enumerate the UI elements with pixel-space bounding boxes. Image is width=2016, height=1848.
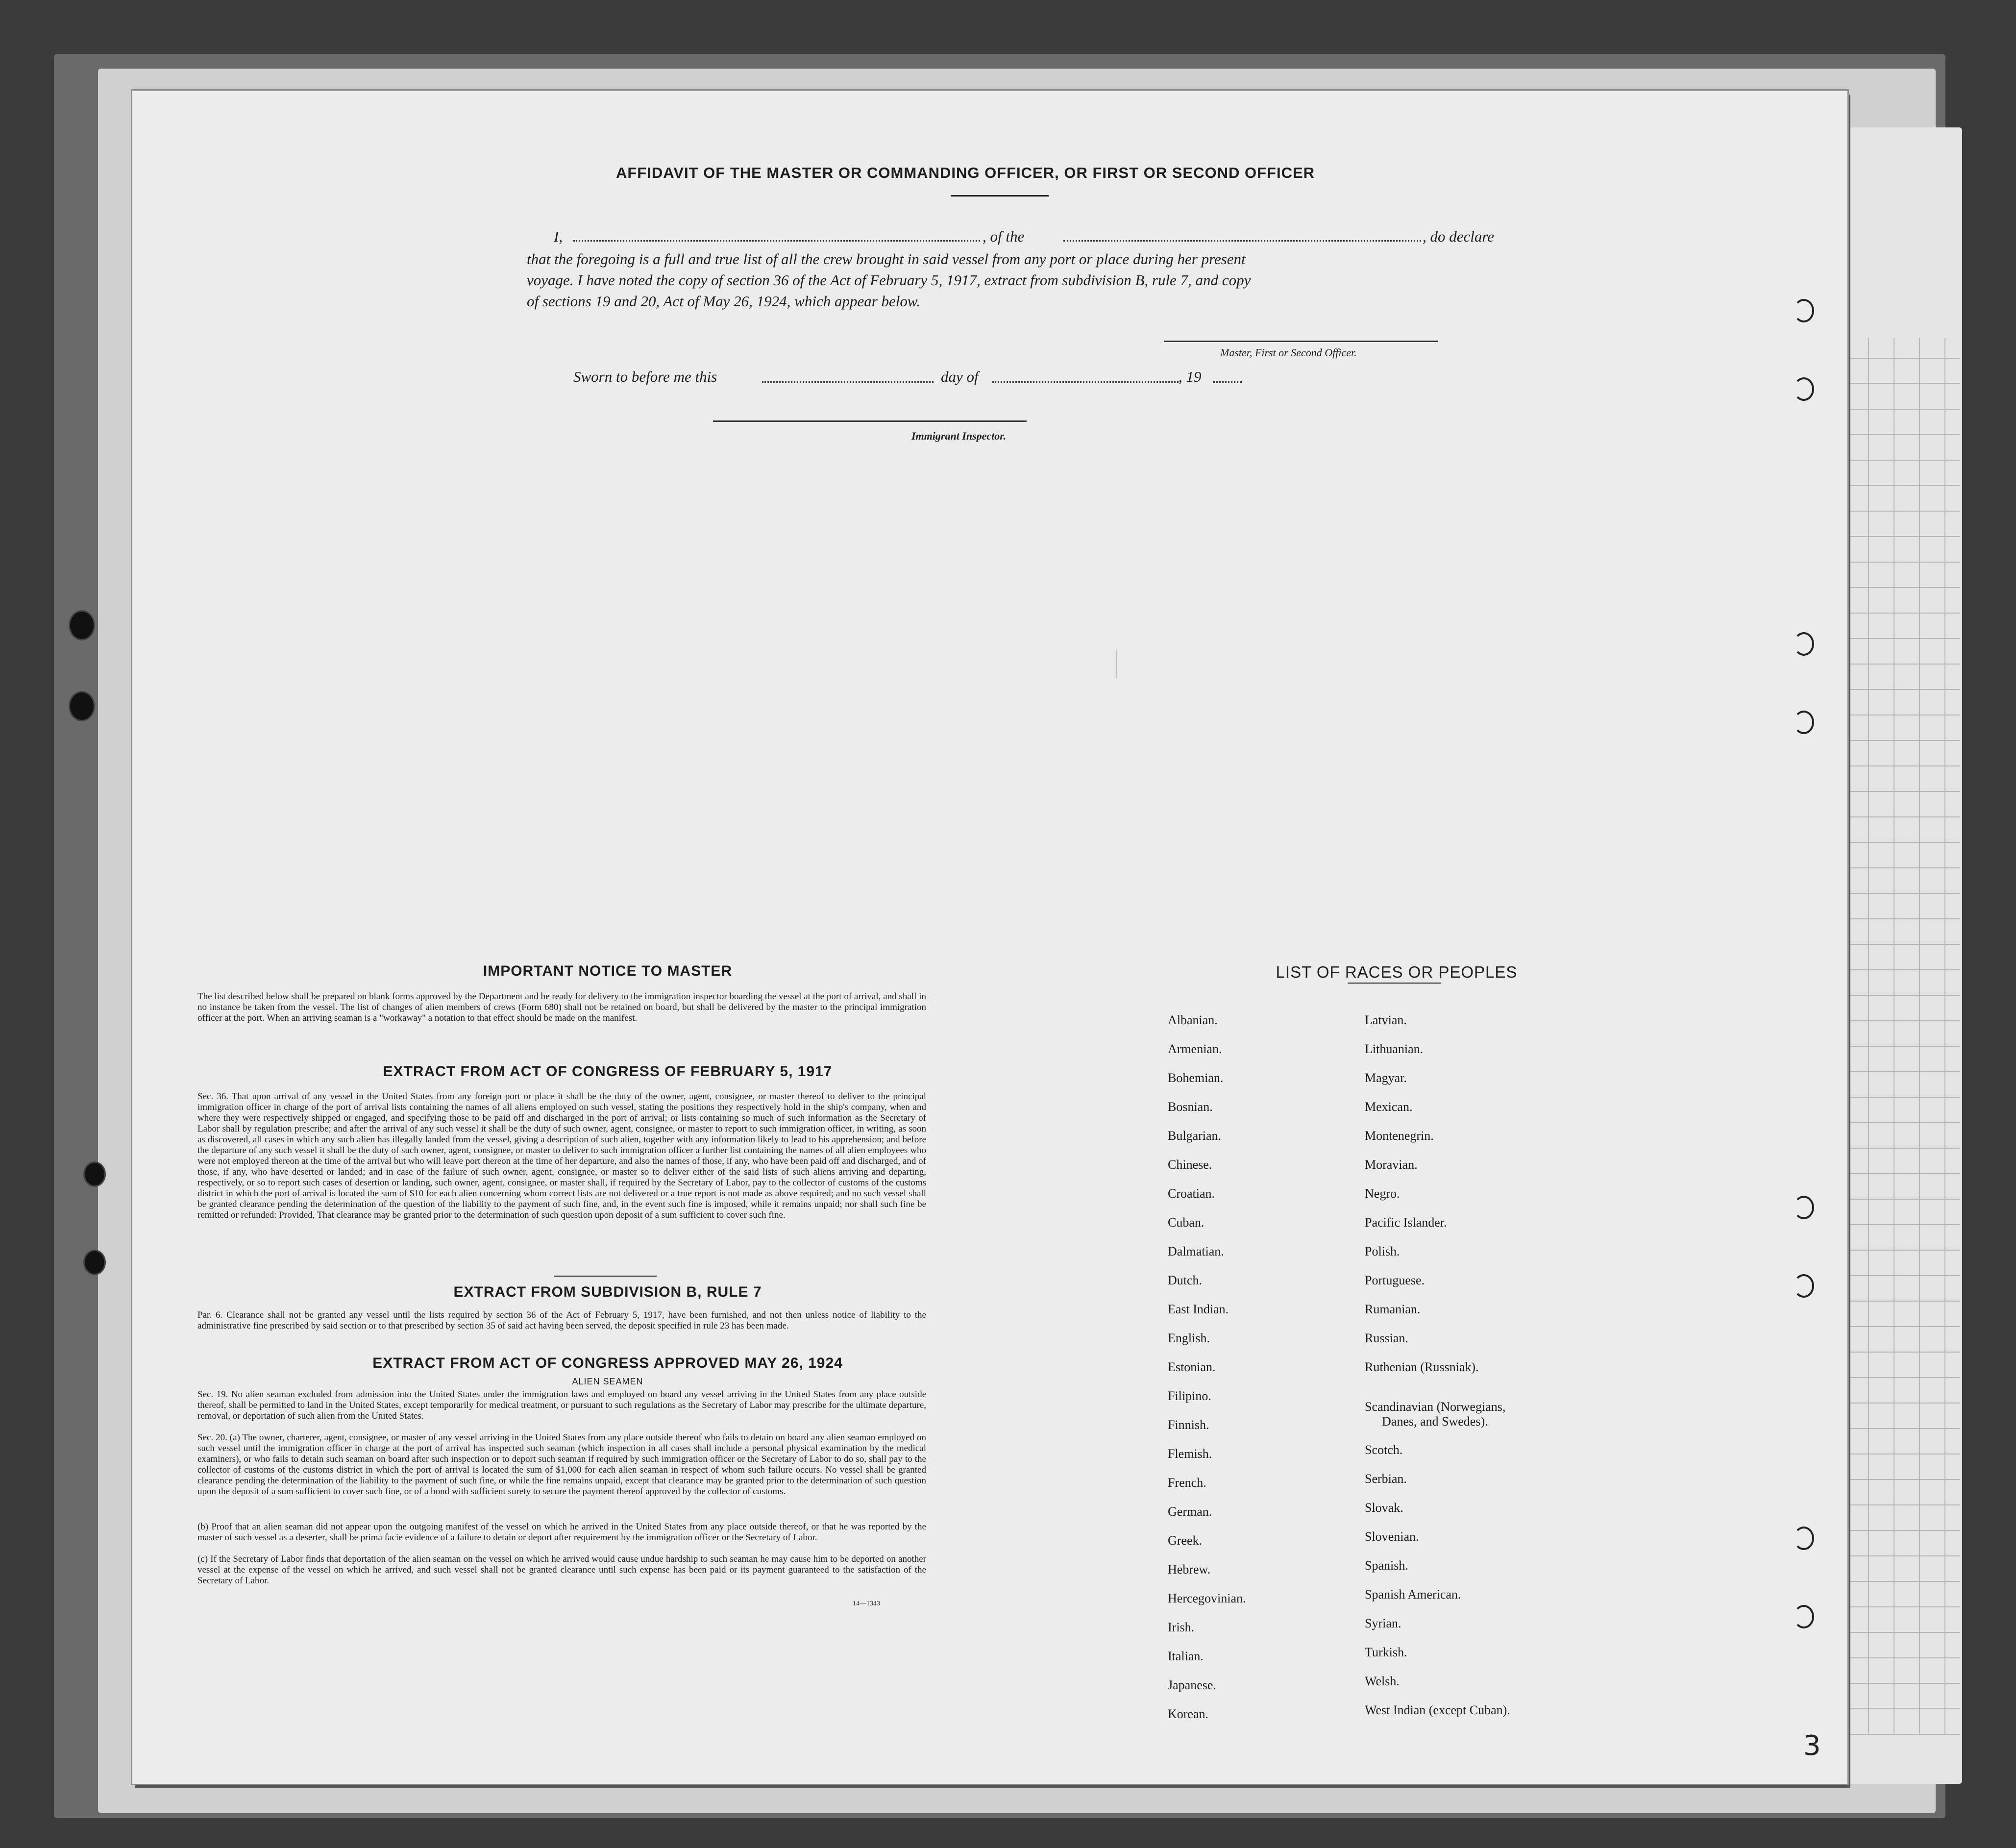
- inspector-caption: Immigrant Inspector.: [911, 430, 1007, 442]
- sworn-day-blank[interactable]: [762, 381, 934, 383]
- race-item: Slovak.: [1365, 1501, 1403, 1515]
- binder-hole: [83, 1250, 106, 1275]
- race-item: Portuguese.: [1365, 1273, 1425, 1287]
- year-label: , 19: [1179, 368, 1202, 385]
- race-item: Pacific Islander.: [1365, 1215, 1447, 1230]
- race-item: Bulgarian.: [1168, 1129, 1222, 1143]
- vessel-blank[interactable]: [1063, 240, 1421, 242]
- race-item: German.: [1168, 1504, 1212, 1519]
- center-fold: [1116, 649, 1117, 679]
- extract3-sec20c: (c) If the Secretary of Labor finds that deportation of the alien seaman on the vessel on which he arrived would cause undue hardship to such seaman he may cause him to be deported on another vessel at the expense of the vessel on which he arrived, and such vessel shall not be granted clearance until such expense has been paid or its payment guaranteed to the satisfaction of the Secretary of Labor.: [197, 1554, 926, 1586]
- race-item: Lithuanian.: [1365, 1042, 1424, 1056]
- race-item: Ruthenian (Russniak).: [1365, 1360, 1479, 1374]
- race-item: Magyar.: [1365, 1071, 1407, 1085]
- race-item: Russian.: [1365, 1331, 1408, 1345]
- affidavit-line2: that the foregoing is a full and true list of all the crew brought in said vessel from any port or place during her present: [527, 250, 1246, 268]
- extract3-title: EXTRACT FROM ACT OF CONGRESS APPROVED MAY 26, 1924: [372, 1355, 843, 1371]
- punch-mark: [1794, 1196, 1814, 1219]
- race-item: Spanish American.: [1365, 1587, 1461, 1602]
- notice-title: IMPORTANT NOTICE TO MASTER: [483, 963, 733, 979]
- race-item: Dutch.: [1168, 1273, 1203, 1287]
- day-of-label: day of: [941, 368, 979, 385]
- race-item: Armenian.: [1168, 1042, 1222, 1056]
- race-item: Welsh.: [1365, 1674, 1400, 1688]
- sworn-month-blank[interactable]: [992, 381, 1179, 383]
- affidavit-i: I,: [554, 228, 563, 245]
- punch-mark: [1794, 299, 1814, 322]
- binder-hole: [69, 691, 95, 721]
- punch-mark: [1794, 1605, 1814, 1628]
- race-item: Spanish.: [1365, 1558, 1408, 1573]
- race-item: Serbian.: [1365, 1472, 1407, 1486]
- race-item: Rumanian.: [1365, 1302, 1421, 1316]
- extract2-title: EXTRACT FROM SUBDIVISION B, RULE 7: [453, 1284, 762, 1300]
- race-item: Estonian.: [1168, 1360, 1216, 1374]
- master-caption: Master, First or Second Officer.: [1220, 346, 1357, 359]
- affidavit-of-the: , of the: [983, 228, 1025, 245]
- binder-hole: [83, 1161, 106, 1187]
- race-item: Slovenian.: [1365, 1529, 1419, 1544]
- punch-mark: [1794, 1527, 1814, 1550]
- punch-mark: [1794, 632, 1814, 656]
- divider: [554, 1276, 657, 1277]
- manifest-page: [132, 91, 1847, 1784]
- ledger-grid: [1843, 338, 1960, 1735]
- title-rule: [951, 195, 1049, 197]
- inspector-signature-line[interactable]: [713, 420, 1027, 422]
- affidavit-line4: of sections 19 and 20, Act of May 26, 1924, which appear below.: [527, 293, 921, 310]
- sworn-year-blank[interactable]: [1213, 381, 1242, 383]
- race-item: Croatian.: [1168, 1186, 1215, 1201]
- race-item: Korean.: [1168, 1707, 1209, 1721]
- race-item: Polish.: [1365, 1244, 1400, 1258]
- extract3-sec19: Sec. 19. No alien seaman excluded from admission into the United States under the immigration laws and employed on board any vessel arriving in the United States from any place outside thereof, shall be permitted to land in the United States, except temporarily for medical treatment, or pursuant to such regulations as the Secretary of Labor may prescribe for the ultimate departure, removal, or deportation of such alien from the United States.: [197, 1389, 926, 1421]
- race-item: Albanian.: [1168, 1013, 1218, 1027]
- races-title-rule: [1348, 983, 1441, 984]
- race-item: Japanese.: [1168, 1678, 1216, 1692]
- race-item: Bohemian.: [1168, 1071, 1224, 1085]
- race-item: Scotch.: [1365, 1443, 1403, 1457]
- notice-body: The list described below shall be prepared on blank forms approved by the Department and be ready for delivery to the immigration inspector boarding the vessel at the port of arrival, and shall in no instance be taken from the vessel. The list of changes of alien members of crews (Form 680) shall not be retained on board, but shall be delivered by the master to the principal immigration officer at the port. When an arriving seaman is a "workaway" a notation to that effect should be made on the manifest.: [197, 991, 926, 1023]
- race-item: West Indian (except Cuban).: [1365, 1703, 1510, 1717]
- race-item: English.: [1168, 1331, 1210, 1345]
- extract2-body: Par. 6. Clearance shall not be granted any vessel until the lists required by section 36 of the Act of February 5, 1917, have been furnished, and not then unless notice of liability to the administrative fine prescribed by said section or to that prescribed by section 35 of said act having been served, the deposit specified in rule 23 has been made.: [197, 1310, 926, 1331]
- race-item: Bosnian.: [1168, 1100, 1213, 1114]
- race-item: Latvian.: [1365, 1013, 1407, 1027]
- race-item: Finnish.: [1168, 1418, 1209, 1432]
- name-blank[interactable]: [573, 240, 980, 242]
- race-item: Dalmatian.: [1168, 1244, 1224, 1258]
- extract1-body: Sec. 36. That upon arrival of any vessel in the United States from any foreign port or place it shall be the duty of the owner, agent, consignee, or master thereof to deliver to the principal immigration officer in charge of the port of arrival lists containing the names of all aliens employed on such vessel, stating the positions they respectively hold in the ship's company, when and where they were respectively shipped or engaged, and specifying those to be paid off and discharged in the port of arrival; or lists containing so much of such information as the Secretary of Labor shall by regulation prescribe; and after the arrival of any such vessel it shall be the duty of such owner, agent, consignee, or master to report to such immigration officer, in writing, as soon as discovered, all cases in which any such alien has illegally landed from the vessel, giving a description of such alien, together with any information likely to lead to his apprehension; and before the departure of any such vessel it shall be the duty of such owner, agent, consignee, or master to deliver to such immigration officer a further list containing the names of all alien employees who were not employed thereon at the time of the arrival but who will leave port thereon at the time of her departure, and also the names of those, if any, who have been paid off and discharged, and of those, if any, who have deserted or landed; and in case of the failure of such owner, agent, consignee, or master so to deliver either of the said lists of such aliens arriving and departing, respectively, or so to report such cases of desertion or landing, such owner, agent, consignee, or master shall, if required by the Secretary of Labor, pay to the collector of customs of the customs district in which the port of arrival is located the sum of $10 for each alien concerning whom correct lists are not delivered or a true report is not made as above required; and no such vessel shall be granted clearance pending the determination of the question of the liability to the payment of such fine, and, in the event such fine is imposed, while it remains unpaid; nor shall such fine be remitted or refunded: Provided, That clearance may be granted prior to the determination of such question upon deposit of a sum sufficient to cover such fine.: [197, 1091, 926, 1220]
- extract1-title: EXTRACT FROM ACT OF CONGRESS OF FEBRUARY 5, 1917: [383, 1063, 833, 1080]
- race-item: Syrian.: [1365, 1616, 1401, 1630]
- extract3-subtitle: ALIEN SEAMEN: [572, 1377, 643, 1386]
- race-item: Italian.: [1168, 1649, 1204, 1663]
- race-item: Negro.: [1365, 1186, 1400, 1201]
- race-item: Flemish.: [1168, 1447, 1212, 1461]
- race-item: East Indian.: [1168, 1302, 1229, 1316]
- handwritten-page-number: 3: [1803, 1730, 1821, 1762]
- binder-hole: [69, 610, 95, 641]
- race-item: Montenegrin.: [1365, 1129, 1434, 1143]
- form-number: 14—1343: [853, 1600, 880, 1607]
- race-item: Moravian.: [1365, 1158, 1418, 1172]
- race-item: Turkish.: [1365, 1645, 1407, 1659]
- race-item: Hercegovinian.: [1168, 1591, 1246, 1605]
- punch-mark: [1794, 711, 1814, 734]
- race-item: Irish.: [1168, 1620, 1195, 1634]
- affidavit-declare: , do declare: [1423, 228, 1495, 245]
- race-item: Cuban.: [1168, 1215, 1205, 1230]
- sworn-label: Sworn to before me this: [573, 368, 717, 385]
- races-title: LIST OF RACES OR PEOPLES: [1276, 963, 1518, 981]
- race-item: Filipino.: [1168, 1389, 1211, 1403]
- race-item: Greek.: [1168, 1533, 1203, 1548]
- punch-mark: [1794, 1274, 1814, 1298]
- affidavit-title: AFFIDAVIT OF THE MASTER OR COMMANDING OFFICER, OR FIRST OR SECOND OFFICER: [615, 164, 1315, 181]
- race-item: Hebrew.: [1168, 1562, 1211, 1577]
- race-item: Chinese.: [1168, 1158, 1212, 1172]
- affidavit-line3: voyage. I have noted the copy of section 36 of the Act of February 5, 1917, extract from subdivision B, rule 7, and copy: [527, 271, 1251, 289]
- extract3-sec20a: Sec. 20. (a) The owner, charterer, agent, consignee, or master of any vessel arriving in the United States from any place outside thereof who fails to detain on board any alien seaman employed on such vessel until the immigration officer in charge at the port of arrival has inspected such seaman (which inspection in all cases shall include a personal physical examination by the medical examiners), or who fails to detain such seaman on board after such inspection or to deport such seaman if required by such immigration officer or the Secretary of Labor to do so, shall pay to the collector of customs of the customs district in which the port of arrival is located the sum of $1,000 for each alien seaman in respect of whom such failure occurs. No vessel shall be granted clearance pending the determination of the liability to the payment of such fine, or while the fine remains unpaid, except that clearance may be granted prior to the determination of such question upon the deposit of a sum sufficient to cover such fine, or of a bond with sufficient surety to secure the payment thereof approved by the collector of customs.: [197, 1432, 926, 1497]
- race-item: Scandinavian (Norwegians,: [1365, 1400, 1506, 1414]
- race-item: Mexican.: [1365, 1100, 1413, 1114]
- race-item-continuation: Danes, and Swedes).: [1382, 1414, 1488, 1429]
- master-signature-line[interactable]: [1164, 341, 1438, 342]
- punch-mark: [1794, 377, 1814, 401]
- race-item: French.: [1168, 1476, 1206, 1490]
- extract3-sec20b: (b) Proof that an alien seaman did not appear upon the outgoing manifest of the vessel on which he arrived in the United States from any place outside thereof, or that he was reported by the master of such vessel as a deserter, shall be prima facie evidence of a failure to detain or deport after requirement by the immigration officer or the Secretary of Labor.: [197, 1522, 926, 1543]
